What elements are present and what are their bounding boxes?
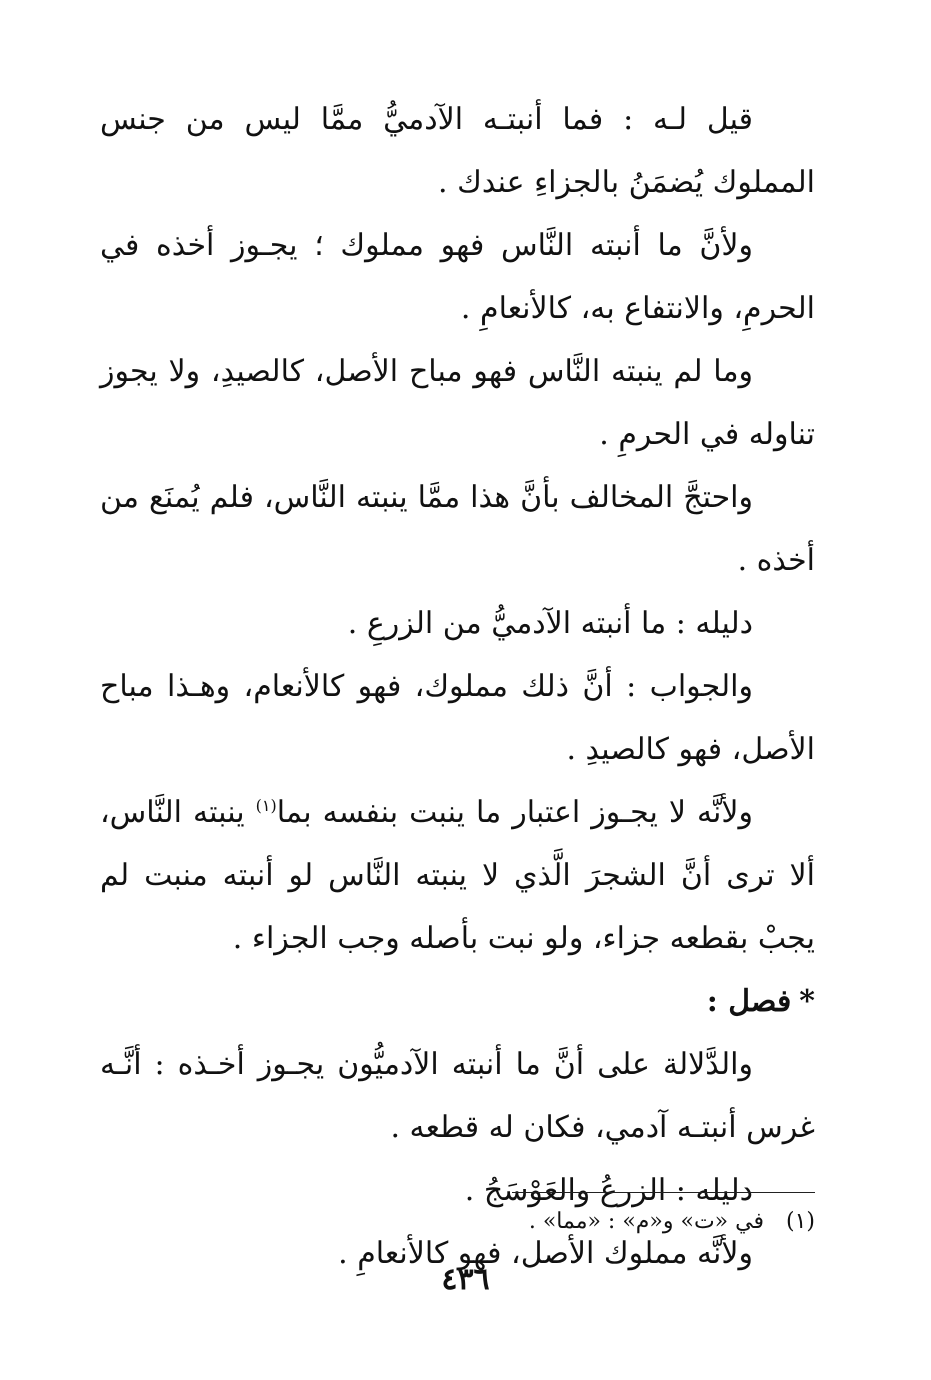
footnote-reference[interactable]: (١)	[255, 796, 277, 815]
paragraph: دليله : الزرعُ والعَوْسَجُ .	[464, 1173, 753, 1208]
footnote-number: (١)	[785, 1209, 815, 1234]
paragraph: قيل لـه : فما أنبتـه الآدميُّ ممَّا ليس من جنس المملوك يُضمَنُ بالجزاءِ عندك .	[100, 102, 815, 200]
paragraph: ولأنَّ ما أنبته النَّاس فهو مملوك ؛ يجـوز أخذه في الحرمِ، والانتفاع به، كالأنعامِ .	[100, 228, 815, 326]
paragraph: واحتجَّ المخالف بأنَّ هذا ممَّا ينبته النَّاس، فلم يُمنَع من أخذه .	[100, 480, 815, 578]
paragraph-text: ولأنَّه لا يجـوز اعتبار ما ينبت بنفسه بما	[276, 795, 754, 830]
section-heading	[100, 970, 815, 1033]
paragraph: دليله : ما أنبته الآدميُّ من الزرعِ .	[347, 606, 753, 641]
paragraph: والجواب : أنَّ ذلك مملوك، فهو كالأنعام، وهـذا مباح الأصل، فهو كالصيدِ .	[100, 669, 815, 767]
paragraph: ولأنَّه مملوك الأصل، فهو كالأنعامِ .	[338, 1236, 753, 1271]
page-number: ٤٣٦	[441, 1262, 490, 1297]
footnote	[300, 1200, 815, 1244]
paragraph: وما لم ينبته النَّاس فهو مباح الأصل، كالصيدِ، ولا يجوز تناوله في الحرمِ .	[100, 354, 815, 452]
paragraph-with-footnote	[100, 781, 815, 970]
paragraph: والدَّلالة على أنَّ ما أنبته الآدميُّون يجـوز أخـذه : أنَّـه غرس أنبتـه آدمي، فكان له قطعه .	[100, 1047, 815, 1145]
asterisk-icon: *	[799, 984, 815, 1019]
section-title: فصل :	[706, 984, 792, 1019]
paragraph-text: ينبته النَّاس، ألا ترى أنَّ الشجرَ الَّذي لا ينبته النَّاس لو أنبته منبت لم يجبْ بقطعه جزاء، ولو نبت بأصله وجب الجزاء .	[100, 795, 815, 956]
main-text	[100, 88, 815, 1285]
footnote-divider	[512, 1192, 815, 1193]
footnote-text: في «ت» و«م» : «مما» .	[528, 1209, 764, 1234]
